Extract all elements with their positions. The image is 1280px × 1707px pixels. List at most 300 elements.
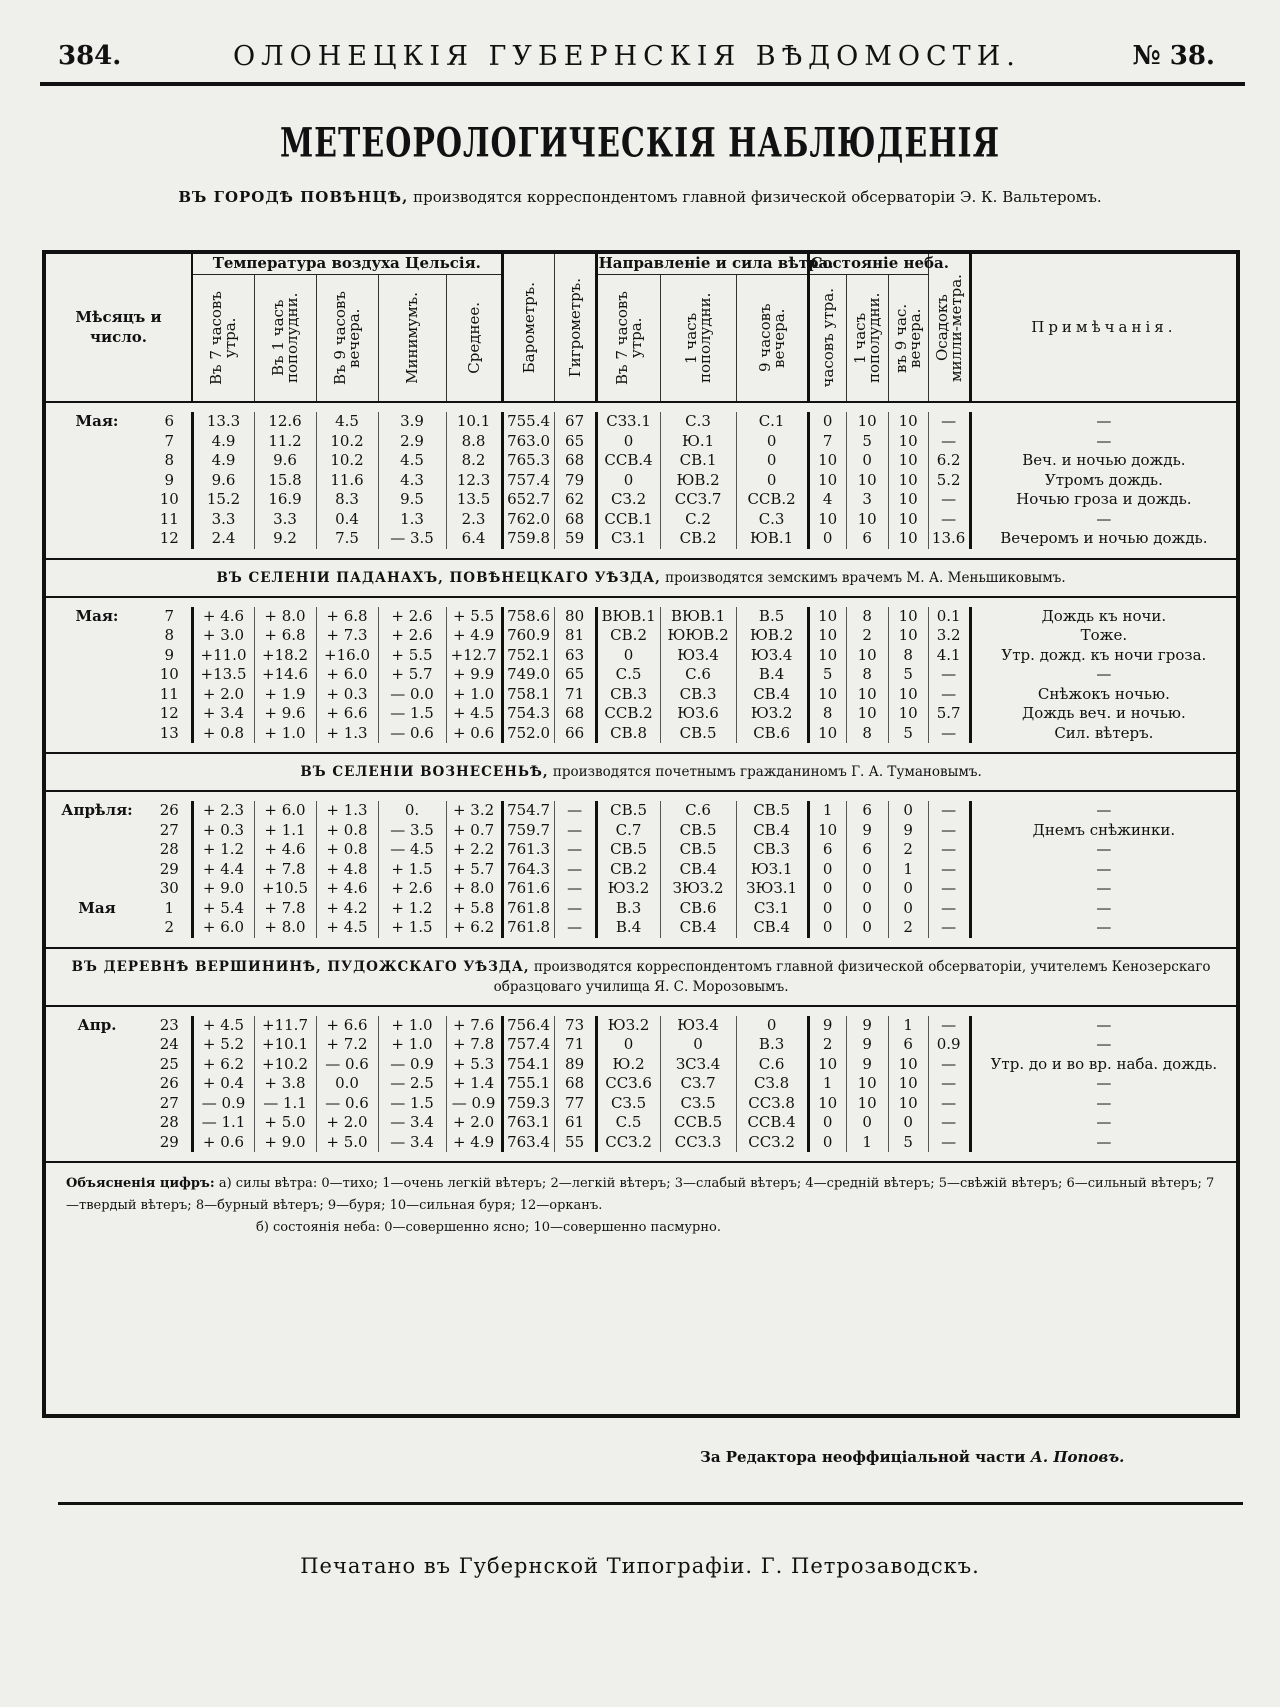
cell-w7: СЗ.5 (596, 1094, 660, 1114)
cell-tmin: — 3.4 (378, 1133, 446, 1153)
cell-tmin: — 0.9 (378, 1055, 446, 1075)
cell-s9: 10 (888, 490, 928, 510)
cell-s9: 5 (888, 1133, 928, 1153)
table-row (46, 510, 1236, 530)
cell-tmin: + 5.5 (378, 646, 446, 666)
cell-precip: — (928, 879, 970, 899)
table-row (46, 626, 1236, 646)
cell-tavg: + 7.8 (446, 1035, 502, 1055)
header-temp-9pm: Въ 9 часовъ вечера. (316, 275, 378, 403)
cell-t7: 4.9 (192, 432, 254, 452)
cell-w1: ВЮВ.1 (660, 607, 736, 627)
cell-hygro: — (554, 879, 596, 899)
cell-s9: 9 (888, 821, 928, 841)
cell-day: 27 (148, 821, 192, 841)
header-notes: Примѣчанія. (1031, 317, 1177, 336)
cell-s9: 2 (888, 840, 928, 860)
cell-baro: 758.1 (502, 685, 554, 705)
table-row (46, 451, 1236, 471)
cell-s7: 1 (808, 801, 846, 821)
cell-s1: 10 (846, 646, 888, 666)
cell-t1: +11.7 (254, 1016, 316, 1036)
spacer-row (46, 549, 1236, 559)
editor-name: А. Поповъ. (1030, 1448, 1125, 1466)
cell-s1: 0 (846, 918, 888, 938)
cell-t1: 9.6 (254, 451, 316, 471)
cell-t7: + 6.0 (192, 918, 254, 938)
cell-s1: 10 (846, 1094, 888, 1114)
cell-s9: 8 (888, 646, 928, 666)
legend (46, 1162, 1236, 1249)
cell-s7: 0 (808, 899, 846, 919)
cell-t9: + 4.5 (316, 918, 378, 938)
cell-note: Снѣжокъ ночью. (1037, 684, 1170, 703)
cell-note: Дождь веч. и ночью. (1022, 704, 1186, 722)
cell-tavg: + 5.7 (446, 860, 502, 880)
cell-precip: — (928, 821, 970, 841)
cell-tmin: + 5.7 (378, 665, 446, 685)
cell-t7: — 1.1 (192, 1113, 254, 1133)
cell-baro: 749.0 (502, 665, 554, 685)
cell-tavg: 8.8 (446, 432, 502, 452)
cell-tavg: + 2.2 (446, 840, 502, 860)
cell-month (46, 646, 148, 666)
cell-w1: 0 (660, 1035, 736, 1055)
table-row (46, 879, 1236, 899)
cell-precip: 5.2 (928, 471, 970, 491)
cell-tavg: 13.5 (446, 490, 502, 510)
cell-t1: + 7.8 (254, 860, 316, 880)
cell-hygro: 68 (554, 1074, 596, 1094)
cell-precip: — (928, 918, 970, 938)
cell-w7: ССВ.1 (596, 510, 660, 530)
cell-w7: ССВ.2 (596, 704, 660, 724)
cell-hygro: 63 (554, 646, 596, 666)
cell-w1: СВ.1 (660, 451, 736, 471)
cell-baro: 760.9 (502, 626, 554, 646)
cell-month: Апрѣля: (61, 801, 133, 819)
cell-w9: СВ.4 (736, 821, 808, 841)
cell-w1: СВ.5 (660, 821, 736, 841)
cell-month (46, 704, 148, 724)
cell-t1: + 1.1 (254, 821, 316, 841)
cell-tavg: + 4.9 (446, 626, 502, 646)
cell-w1: ЗСЗ.4 (660, 1055, 736, 1075)
cell-w7: ССЗ.2 (596, 1133, 660, 1153)
masthead (40, 30, 1245, 86)
cell-hygro: 65 (554, 665, 596, 685)
cell-month (46, 1074, 148, 1094)
cell-s7: 10 (808, 510, 846, 530)
cell-s7: 10 (808, 1055, 846, 1075)
cell-tavg: + 5.8 (446, 899, 502, 919)
cell-t9: — 0.6 (316, 1094, 378, 1114)
cell-w1: СВ.4 (660, 860, 736, 880)
cell-t1: 16.9 (254, 490, 316, 510)
table-row (46, 1113, 1236, 1133)
cell-tmin: 3.9 (378, 412, 446, 432)
cell-month (46, 724, 148, 744)
cell-baro: 764.3 (502, 860, 554, 880)
cell-w1: СВ.2 (660, 529, 736, 549)
cell-t1: + 9.6 (254, 704, 316, 724)
cell-w1: СЗ.7 (660, 1074, 736, 1094)
cell-w7: С.5 (596, 665, 660, 685)
cell-hygro: 77 (554, 1094, 596, 1114)
cell-s9: 1 (888, 1016, 928, 1036)
cell-s1: 8 (846, 607, 888, 627)
cell-s7: 0 (808, 879, 846, 899)
cell-precip: — (928, 801, 970, 821)
cell-t7: + 2.0 (192, 685, 254, 705)
station-heading-row (46, 753, 1236, 791)
cell-s7: 0 (808, 918, 846, 938)
cell-s9: 5 (888, 665, 928, 685)
cell-day: 8 (148, 626, 192, 646)
cell-s9: 10 (888, 510, 928, 530)
cell-note: — (1096, 898, 1112, 917)
table-row (46, 607, 1236, 627)
cell-w9: В.5 (736, 607, 808, 627)
cell-day: 9 (148, 646, 192, 666)
cell-w7: В.3 (596, 899, 660, 919)
cell-tmin: — 2.5 (378, 1074, 446, 1094)
cell-tmin: — 3.5 (378, 529, 446, 549)
cell-month (46, 471, 148, 491)
cell-s1: 10 (846, 1074, 888, 1094)
observations-body (46, 402, 1236, 1249)
cell-t9: 11.6 (316, 471, 378, 491)
cell-tavg: 10.1 (446, 412, 502, 432)
cell-baro: 757.4 (502, 1035, 554, 1055)
cell-s7: 9 (808, 1016, 846, 1036)
cell-w1: ЗЮЗ.2 (660, 879, 736, 899)
cell-baro: 755.1 (502, 1074, 554, 1094)
cell-note: Дождь къ ночи. (1041, 606, 1167, 625)
printer-imprint: Печатано въ Губернской Типографіи. Г. Петрозаводскъ. (300, 1554, 980, 1578)
cell-t7: 9.6 (192, 471, 254, 491)
header-sky-1pm: 1 часъ пополудни. (846, 275, 888, 403)
cell-precip: 4.1 (928, 646, 970, 666)
cell-w9: 0 (736, 471, 808, 491)
header-temp-1pm: Въ 1 часъ пополудни. (254, 275, 316, 403)
cell-s1: 6 (846, 840, 888, 860)
cell-baro: 757.4 (502, 471, 554, 491)
cell-tavg: 8.2 (446, 451, 502, 471)
cell-t7: + 5.2 (192, 1035, 254, 1055)
cell-baro: 761.6 (502, 879, 554, 899)
cell-t7: + 2.3 (192, 801, 254, 821)
cell-w9: СВ.5 (736, 801, 808, 821)
cell-t9: 10.2 (316, 432, 378, 452)
cell-hygro: 68 (554, 704, 596, 724)
cell-w1: СВ.4 (660, 918, 736, 938)
cell-w1: ССЗ.3 (660, 1133, 736, 1153)
cell-day: 12 (148, 704, 192, 724)
cell-w7: СЗ.2 (596, 490, 660, 510)
cell-t7: 15.2 (192, 490, 254, 510)
cell-w1: ССЗ.7 (660, 490, 736, 510)
cell-t7: + 1.2 (192, 840, 254, 860)
cell-w7: ЮЗ.2 (596, 1016, 660, 1036)
cell-w7: ССЗ.6 (596, 1074, 660, 1094)
cell-tmin: + 2.6 (378, 879, 446, 899)
cell-w1: С.6 (660, 801, 736, 821)
cell-s1: 0 (846, 1113, 888, 1133)
cell-t7: + 0.3 (192, 821, 254, 841)
table-row (46, 860, 1236, 880)
cell-s9: 2 (888, 918, 928, 938)
cell-s1: 9 (846, 1035, 888, 1055)
cell-month (46, 1055, 148, 1075)
table-row (46, 412, 1236, 432)
table-row (46, 665, 1236, 685)
cell-tmin: — 1.5 (378, 1094, 446, 1114)
cell-tavg: — 0.9 (446, 1094, 502, 1114)
cell-w7: СВ.5 (596, 840, 660, 860)
observations-table (46, 254, 1236, 1249)
cell-tavg: + 5.3 (446, 1055, 502, 1075)
cell-w7: 0 (596, 471, 660, 491)
cell-t9: 4.5 (316, 412, 378, 432)
cell-w7: СВ.2 (596, 626, 660, 646)
cell-baro: 765.3 (502, 451, 554, 471)
cell-w9: ЮЗ.1 (736, 860, 808, 880)
cell-w1: ЮЗ.4 (660, 646, 736, 666)
cell-w1: С.6 (660, 665, 736, 685)
cell-note: — (1096, 1093, 1112, 1112)
editor-label: За Редактора неоффиціальной части (700, 1448, 1026, 1466)
cell-s7: 10 (808, 821, 846, 841)
cell-s7: 8 (808, 704, 846, 724)
cell-w1: СВ.3 (660, 685, 736, 705)
cell-t7: 13.3 (192, 412, 254, 432)
cell-s7: 0 (808, 860, 846, 880)
table-row (46, 840, 1236, 860)
cell-s9: 0 (888, 1113, 928, 1133)
cell-note: — (1096, 1132, 1112, 1151)
cell-month (46, 1133, 148, 1153)
cell-tavg: + 0.6 (446, 724, 502, 744)
cell-tavg: 12.3 (446, 471, 502, 491)
cell-precip: — (928, 840, 970, 860)
station-observer: производятся почетнымъ гражданиномъ Г. А. Тумановымъ. (552, 764, 982, 780)
cell-tavg: + 2.0 (446, 1113, 502, 1133)
cell-w9: ССЗ.8 (736, 1094, 808, 1114)
cell-month (46, 685, 148, 705)
cell-t9: + 0.8 (316, 821, 378, 841)
legend-label: Объясненія цифръ: (66, 1176, 215, 1191)
cell-t7: + 9.0 (192, 879, 254, 899)
cell-tmin: + 1.5 (378, 918, 446, 938)
first-station-place: ВЪ ГОРОДѢ ПОВѢНЦѢ, (178, 188, 409, 206)
station-place: ВЪ ДЕРЕВНѢ ВЕРШИНИНѢ, ПУДОЖСКАГО УѢЗДА, (71, 958, 530, 975)
cell-t1: 11.2 (254, 432, 316, 452)
table-row (46, 432, 1236, 452)
cell-w1: ЮЮВ.2 (660, 626, 736, 646)
cell-s1: 9 (846, 1055, 888, 1075)
cell-baro: 761.8 (502, 899, 554, 919)
cell-t1: + 8.0 (254, 607, 316, 627)
cell-precip: 5.7 (928, 704, 970, 724)
station-observer: производятся корреспондентомъ главной физической обсерваторіи, учителемъ Кенозерскаго образцоваго училища Я. С. Морозовымъ. (493, 958, 1211, 995)
cell-t7: +11.0 (192, 646, 254, 666)
table-row (46, 899, 1236, 919)
cell-s9: 10 (888, 607, 928, 627)
cell-t7: + 0.8 (192, 724, 254, 744)
cell-t7: + 3.4 (192, 704, 254, 724)
cell-s9: 0 (888, 801, 928, 821)
cell-hygro: 65 (554, 432, 596, 452)
cell-s7: 10 (808, 724, 846, 744)
cell-t1: +14.6 (254, 665, 316, 685)
cell-s7: 1 (808, 1074, 846, 1094)
cell-note: — (1096, 801, 1112, 819)
table-row (46, 646, 1236, 666)
cell-month: Мая: (75, 606, 119, 625)
cell-s7: 10 (808, 1094, 846, 1114)
cell-t1: + 5.0 (254, 1113, 316, 1133)
cell-tmin: + 1.0 (378, 1016, 446, 1036)
cell-tavg: + 1.4 (446, 1074, 502, 1094)
cell-t9: + 4.6 (316, 879, 378, 899)
station-place: ВЪ СЕЛЕНІИ ВОЗНЕСЕНЬѢ, (300, 764, 549, 780)
cell-w1: ЮВ.2 (660, 471, 736, 491)
cell-s9: 10 (888, 1074, 928, 1094)
cell-hygro: — (554, 860, 596, 880)
header-temperature-group: Температура воздуха Цельсія. (192, 254, 502, 275)
header-temp-min: Минимумъ. (378, 275, 446, 403)
cell-day: 25 (148, 1055, 192, 1075)
cell-hygro: 66 (554, 724, 596, 744)
table-row (46, 490, 1236, 510)
cell-tavg: + 0.7 (446, 821, 502, 841)
cell-day: 27 (148, 1094, 192, 1114)
cell-precip: — (928, 1074, 970, 1094)
cell-month: Мая: (75, 412, 119, 430)
cell-s1: 10 (846, 510, 888, 530)
cell-t9: + 6.6 (316, 1016, 378, 1036)
cell-s9: 5 (888, 724, 928, 744)
cell-day: 6 (148, 412, 192, 432)
cell-t9: + 5.0 (316, 1133, 378, 1153)
cell-t7: + 5.4 (192, 899, 254, 919)
cell-day: 29 (148, 1133, 192, 1153)
cell-baro: 752.0 (502, 724, 554, 744)
table-row (46, 821, 1236, 841)
cell-baro: 763.1 (502, 1113, 554, 1133)
cell-s1: 0 (846, 451, 888, 471)
cell-tmin: + 2.6 (378, 626, 446, 646)
cell-note: — (1096, 1074, 1112, 1092)
cell-t1: + 1.9 (254, 685, 316, 705)
table-row (46, 724, 1236, 744)
station-observer: производятся земскимъ врачемъ М. А. Меньшиковымъ. (665, 569, 1066, 586)
cell-s1: 10 (846, 471, 888, 491)
station-heading (46, 753, 1236, 791)
cell-t9: + 1.3 (316, 801, 378, 821)
cell-note: — (1096, 1015, 1112, 1034)
cell-s7: 2 (808, 1035, 846, 1055)
cell-day: 26 (148, 1074, 192, 1094)
cell-tmin: + 1.2 (378, 899, 446, 919)
cell-precip: 6.2 (928, 451, 970, 471)
page-heading: МЕТЕОРОЛОГИЧЕСКІЯ НАБЛЮДЕНІЯ (279, 120, 1001, 168)
cell-s7: 0 (808, 412, 846, 432)
cell-tmin: 4.3 (378, 471, 446, 491)
cell-t1: + 3.8 (254, 1074, 316, 1094)
cell-note: — (1096, 665, 1112, 683)
cell-s7: 10 (808, 685, 846, 705)
cell-baro: 761.8 (502, 918, 554, 938)
cell-note: Сил. вѣтеръ. (1054, 723, 1154, 742)
cell-w9: 0 (736, 1016, 808, 1036)
spacer-row (46, 1006, 1236, 1016)
cell-day: 11 (148, 510, 192, 530)
cell-hygro: — (554, 899, 596, 919)
cell-note: Утр. дожд. къ ночи гроза. (1001, 645, 1207, 664)
cell-month (46, 860, 148, 880)
cell-hygro: 81 (554, 626, 596, 646)
cell-tavg: + 9.9 (446, 665, 502, 685)
cell-w9: 0 (736, 451, 808, 471)
cell-hygro: 68 (554, 510, 596, 530)
cell-note: Утр. до и во вр. наба. дождь. (990, 1054, 1218, 1073)
table-row (46, 685, 1236, 705)
cell-tavg: + 3.2 (446, 801, 502, 821)
cell-t7: + 4.6 (192, 607, 254, 627)
table-row (46, 704, 1236, 724)
cell-hygro: — (554, 801, 596, 821)
cell-s9: 10 (888, 529, 928, 549)
cell-day: 24 (148, 1035, 192, 1055)
spacer-row (46, 597, 1236, 607)
cell-tmin: + 1.5 (378, 860, 446, 880)
cell-t9: + 7.2 (316, 1035, 378, 1055)
cell-note: — (1096, 1113, 1112, 1131)
cell-t9: + 2.0 (316, 1113, 378, 1133)
cell-s9: 10 (888, 685, 928, 705)
cell-s9: 0 (888, 879, 928, 899)
cell-s1: 5 (846, 432, 888, 452)
header-wind-7am: Въ 7 часовъ утра. (596, 275, 660, 403)
cell-s9: 1 (888, 860, 928, 880)
cell-w7: 0 (596, 1035, 660, 1055)
cell-t9: 10.2 (316, 451, 378, 471)
legend-sky: б) состоянія неба: 0—совершенно ясно; 10—совершенно пасмурно. (256, 1220, 721, 1235)
header-barometer: Барометръ. (502, 254, 554, 402)
cell-tavg: + 4.9 (446, 1133, 502, 1153)
cell-w1: СВ.6 (660, 899, 736, 919)
cell-t9: + 0.8 (316, 840, 378, 860)
cell-baro: 763.4 (502, 1133, 554, 1153)
cell-day: 10 (148, 665, 192, 685)
table-row (46, 1074, 1236, 1094)
cell-s7: 10 (808, 607, 846, 627)
table-row (46, 918, 1236, 938)
header-hygrometer: Гигрометръ. (554, 254, 596, 402)
cell-s7: 5 (808, 665, 846, 685)
cell-tavg: 2.3 (446, 510, 502, 530)
cell-w7: СВ.5 (596, 801, 660, 821)
cell-baro: 756.4 (502, 1016, 554, 1036)
cell-w9: СВ.4 (736, 918, 808, 938)
cell-precip: — (928, 860, 970, 880)
cell-w9: ССВ.2 (736, 490, 808, 510)
cell-hygro: 89 (554, 1055, 596, 1075)
cell-day: 13 (148, 724, 192, 744)
spacer-row (46, 938, 1236, 948)
